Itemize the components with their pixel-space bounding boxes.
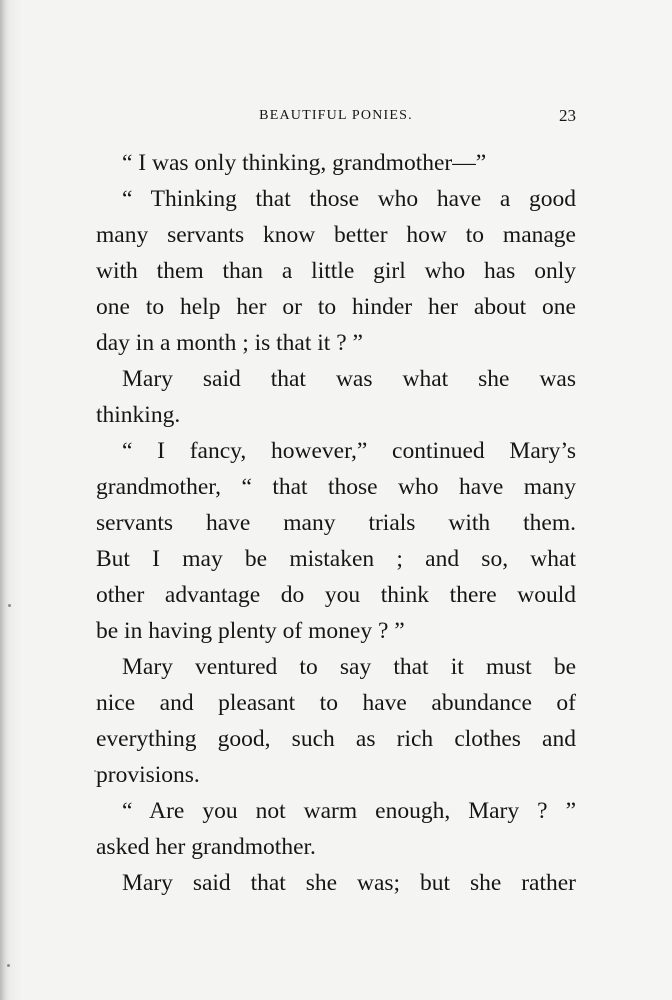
- text-line: “ Thinking that those who have a good: [122, 186, 576, 212]
- page-header: [96, 104, 576, 128]
- text-line: day in a month ; is that it ? ”: [96, 330, 363, 356]
- text-line: grandmother, “ that those who have many: [96, 474, 576, 500]
- text-line: Mary said that she was; but she rather: [122, 870, 576, 896]
- text-line: nice and pleasant to have abundance of: [96, 690, 576, 716]
- text-line: everything good, such as rich clothes and: [96, 726, 576, 752]
- text-line: be in having plenty of money ? ”: [96, 618, 405, 644]
- text-line: one to help her or to hinder her about one: [96, 294, 576, 320]
- text-line: servants have many trials with them.: [96, 510, 576, 536]
- text-line: “ Are you not warm enough, Mary ? ”: [122, 798, 576, 824]
- text-line: thinking.: [96, 402, 181, 428]
- running-head: BEAUTIFUL PONIES.: [259, 108, 413, 123]
- page-number: 23: [559, 106, 576, 125]
- text-line: provisions.: [96, 762, 200, 788]
- text-line: other advantage do you think there would: [96, 582, 576, 608]
- text-line: asked her grandmother.: [96, 834, 316, 860]
- body-text: [96, 145, 576, 901]
- text-line: But I may be mistaken ; and so, what: [96, 546, 576, 572]
- text-line: Mary said that was what she was: [122, 366, 576, 392]
- text-line: with them than a little girl who has only: [96, 258, 576, 284]
- paper-speck: [7, 964, 10, 967]
- page-binding-edge: [0, 0, 9, 1000]
- text-line: Mary ventured to say that it must be: [122, 654, 576, 680]
- text-line: “ I fancy, however,” continued Mary’s: [122, 438, 576, 464]
- paper-speck: [8, 604, 11, 607]
- text-line: many servants know better how to manage: [96, 222, 576, 248]
- text-line: “ I was only thinking, grandmother—”: [122, 150, 487, 176]
